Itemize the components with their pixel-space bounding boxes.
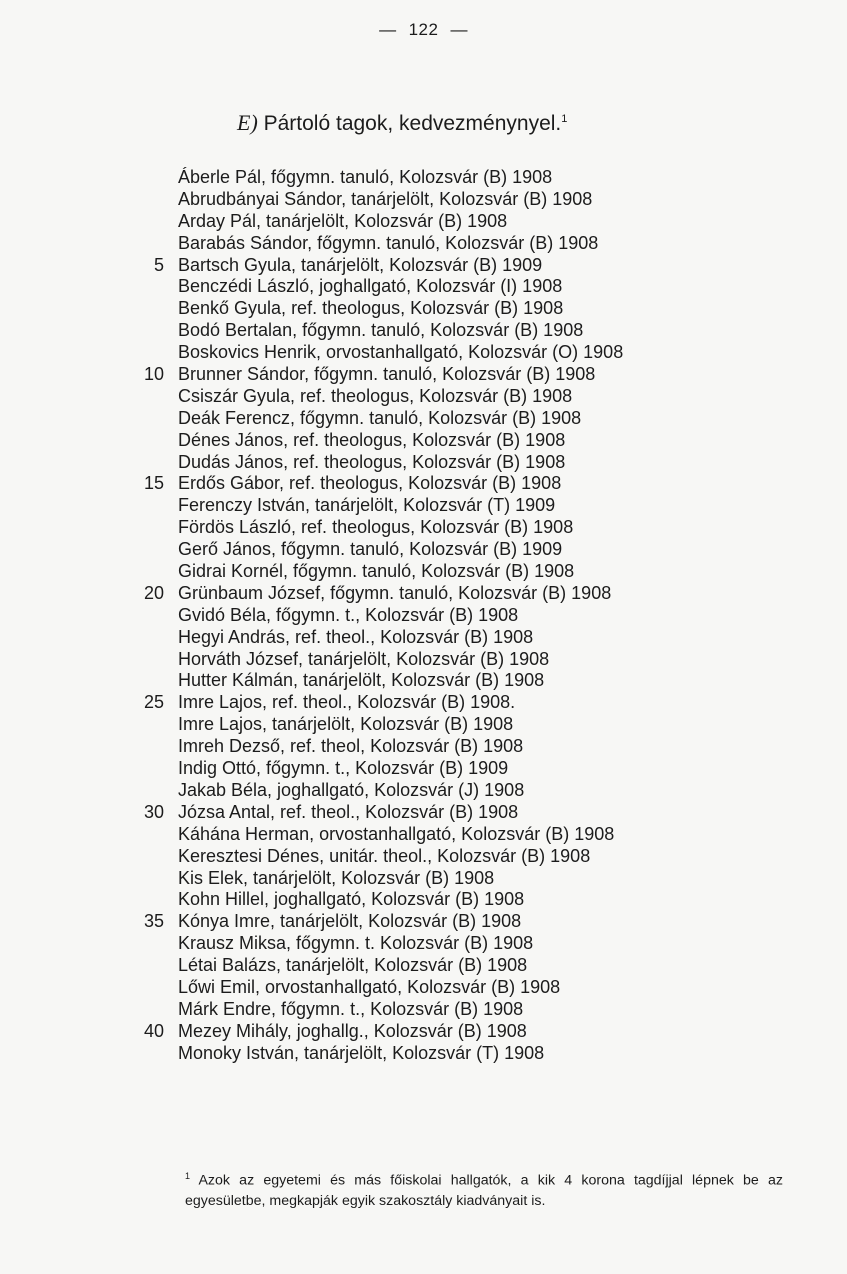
member-row [0,298,847,320]
member-entry-text: Erdős Gábor, ref. theologus, Kolozsvár (B) 1908 [178,473,562,494]
member-row [0,517,847,539]
member-entry-text: Imre Lajos, tanárjelölt, Kolozsvár (B) 1908 [178,714,514,735]
member-entry-text: Deák Ferencz, főgymn. tanuló, Kolozsvár (B) 1908 [178,407,582,428]
member-row [0,714,847,736]
member-entry-text: Benczédi László, joghallgató, Kolozsvár (I) 1908 [178,276,563,297]
section-footnote-mark: 1 [561,113,568,125]
member-line-number: 40 [143,1020,164,1041]
member-entry-text: Áberle Pál, főgymn. tanuló, Kolozsvár (B) 1908 [178,167,553,187]
member-row [0,868,847,890]
member-row [0,364,847,386]
member-entry-text: Jakab Béla, joghallgató, Kolozsvár (J) 1908 [178,779,525,800]
member-entry-text: Monoky István, tanárjelölt, Kolozsvár (T) 1908 [178,1042,545,1063]
member-row [0,780,847,802]
member-entry-text: Horváth József, tanárjelölt, Kolozsvár (B) 1908 [178,648,550,669]
member-line-number: 25 [143,692,164,713]
member-line-number: 35 [143,911,164,932]
member-row [0,495,847,517]
member-entry-text: Keresztesi Dénes, unitár. theol., Kolozsvár (B) 1908 [178,845,591,866]
section-title-text: Pártoló tagok, kedvezménynyel. [263,112,562,135]
member-row [0,692,847,714]
page-number-dash-left: — [379,20,397,39]
member-entry-text: Benkő Gyula, ref. theologus, Kolozsvár (B) 1908 [178,298,564,319]
member-entry-text: Gerő János, főgymn. tanuló, Kolozsvár (B) 1909 [178,539,563,560]
member-row [0,1043,847,1065]
member-entry-text: Lőwi Emil, orvostanhallgató, Kolozsvár (B) 1908 [178,976,561,997]
footnote [133,1166,783,1211]
member-row [0,911,847,933]
member-row [0,824,847,846]
member-entry-text: Hegyi András, ref. theol., Kolozsvár (B) 1908 [178,626,534,647]
member-entry-text: Krausz Miksa, főgymn. t. Kolozsvár (B) 1908 [178,933,534,954]
member-row [0,627,847,649]
member-entry-text: Bartsch Gyula, tanárjelölt, Kolozsvár (B) 1909 [178,254,543,275]
member-row [0,583,847,605]
section-heading [237,110,567,136]
member-row [0,670,847,692]
member-row [0,408,847,430]
member-entry-text: Józsa Antal, ref. theol., Kolozsvár (B) 1908 [178,801,519,822]
member-line-number: 10 [143,364,164,385]
member-row [0,977,847,999]
member-row [0,386,847,408]
page-number-value: 122 [408,20,439,39]
member-row [0,233,847,255]
member-entry-text: Kohn Hillel, joghallgató, Kolozsvár (B) 1908 [178,889,525,910]
member-entry-text: Gvidó Béla, főgymn. t., Kolozsvár (B) 1908 [178,604,519,625]
member-entry-text: Fördös László, ref. theologus, Kolozsvár (B) 1908 [178,517,574,538]
member-entry-text: Dénes János, ref. theologus, Kolozsvár (B) 1908 [178,429,566,450]
member-entry-text: Káhána Herman, orvostanhallgató, Kolozsvár (B) 1908 [178,823,615,844]
member-row [0,430,847,452]
member-row [0,889,847,911]
member-entry-text: Márk Endre, főgymn. t., Kolozsvár (B) 1908 [178,998,524,1019]
member-row [0,955,847,977]
member-row [0,758,847,780]
member-entry-text: Ferenczy István, tanárjelölt, Kolozsvár (T) 1909 [178,495,556,516]
member-list [0,167,847,1065]
footnote-mark: 1 [185,1171,191,1181]
member-row [0,276,847,298]
member-entry-text: Gidrai Kornél, főgymn. tanuló, Kolozsvár (B) 1908 [178,561,575,582]
page-number [0,20,847,40]
member-line-number: 30 [143,801,164,822]
member-entry-text: Imre Lajos, ref. theol., Kolozsvár (B) 1908. [178,692,516,713]
member-line-number: 20 [143,582,164,603]
member-row [0,539,847,561]
member-row [0,605,847,627]
member-entry-text: Kis Elek, tanárjelölt, Kolozsvár (B) 1908 [178,867,495,888]
member-row [0,320,847,342]
member-entry-text: Indig Ottó, főgymn. t., Kolozsvár (B) 1909 [178,758,509,779]
member-entry-text: Boskovics Henrik, orvostanhallgató, Kolozsvár (O) 1908 [178,342,624,363]
member-entry-text: Mezey Mihály, joghallg., Kolozsvár (B) 1908 [178,1020,527,1041]
member-row [0,802,847,824]
member-row [0,1021,847,1043]
member-entry-text: Arday Pál, tanárjelölt, Kolozsvár (B) 1908 [178,210,508,231]
footnote-body [133,1166,783,1211]
member-row [0,255,847,277]
member-row [0,561,847,583]
member-row [0,736,847,758]
member-row [0,933,847,955]
member-entry-text: Csiszár Gyula, ref. theologus, Kolozsvár (B) 1908 [178,385,573,406]
member-row [0,846,847,868]
member-row [0,473,847,495]
section-letter: E) [237,110,258,135]
member-entry-text: Barabás Sándor, főgymn. tanuló, Kolozsvár (B) 1908 [178,232,599,253]
member-entry-text: Bodó Bertalan, főgymn. tanuló, Kolozsvár (B) 1908 [178,320,584,341]
member-row [0,999,847,1021]
member-entry-text: Hutter Kálmán, tanárjelölt, Kolozsvár (B) 1908 [178,670,545,691]
member-entry-text: Abrudbányai Sándor, tanárjelölt, Kolozsvár (B) 1908 [178,188,593,209]
page-number-dash-right: — [450,20,468,39]
member-row [0,649,847,671]
footnote-text: Azok az egyetemi és más főiskolai hallgatók, a kik 4 korona tagdíjjal lépnek be az egyesületbe, megkapják egyik szakosztály kiadványait is. [185,1172,783,1209]
member-entry-text: Kónya Imre, tanárjelölt, Kolozsvár (B) 1908 [178,911,522,932]
member-row [0,189,847,211]
member-line-number: 15 [143,473,164,494]
member-row [0,342,847,364]
member-row [0,211,847,233]
member-line-number: 5 [153,254,164,275]
member-entry-text: Létai Balázs, tanárjelölt, Kolozsvár (B) 1908 [178,955,528,976]
member-entry-text: Grünbaum József, főgymn. tanuló, Kolozsvár (B) 1908 [178,582,612,603]
member-row [0,167,847,189]
member-entry-text: Imreh Dezső, ref. theol, Kolozsvár (B) 1908 [178,736,524,757]
member-entry-text: Brunner Sándor, főgymn. tanuló, Kolozsvár (B) 1908 [178,364,596,385]
member-row [0,452,847,474]
member-entry-text: Dudás János, ref. theologus, Kolozsvár (B) 1908 [178,451,566,472]
